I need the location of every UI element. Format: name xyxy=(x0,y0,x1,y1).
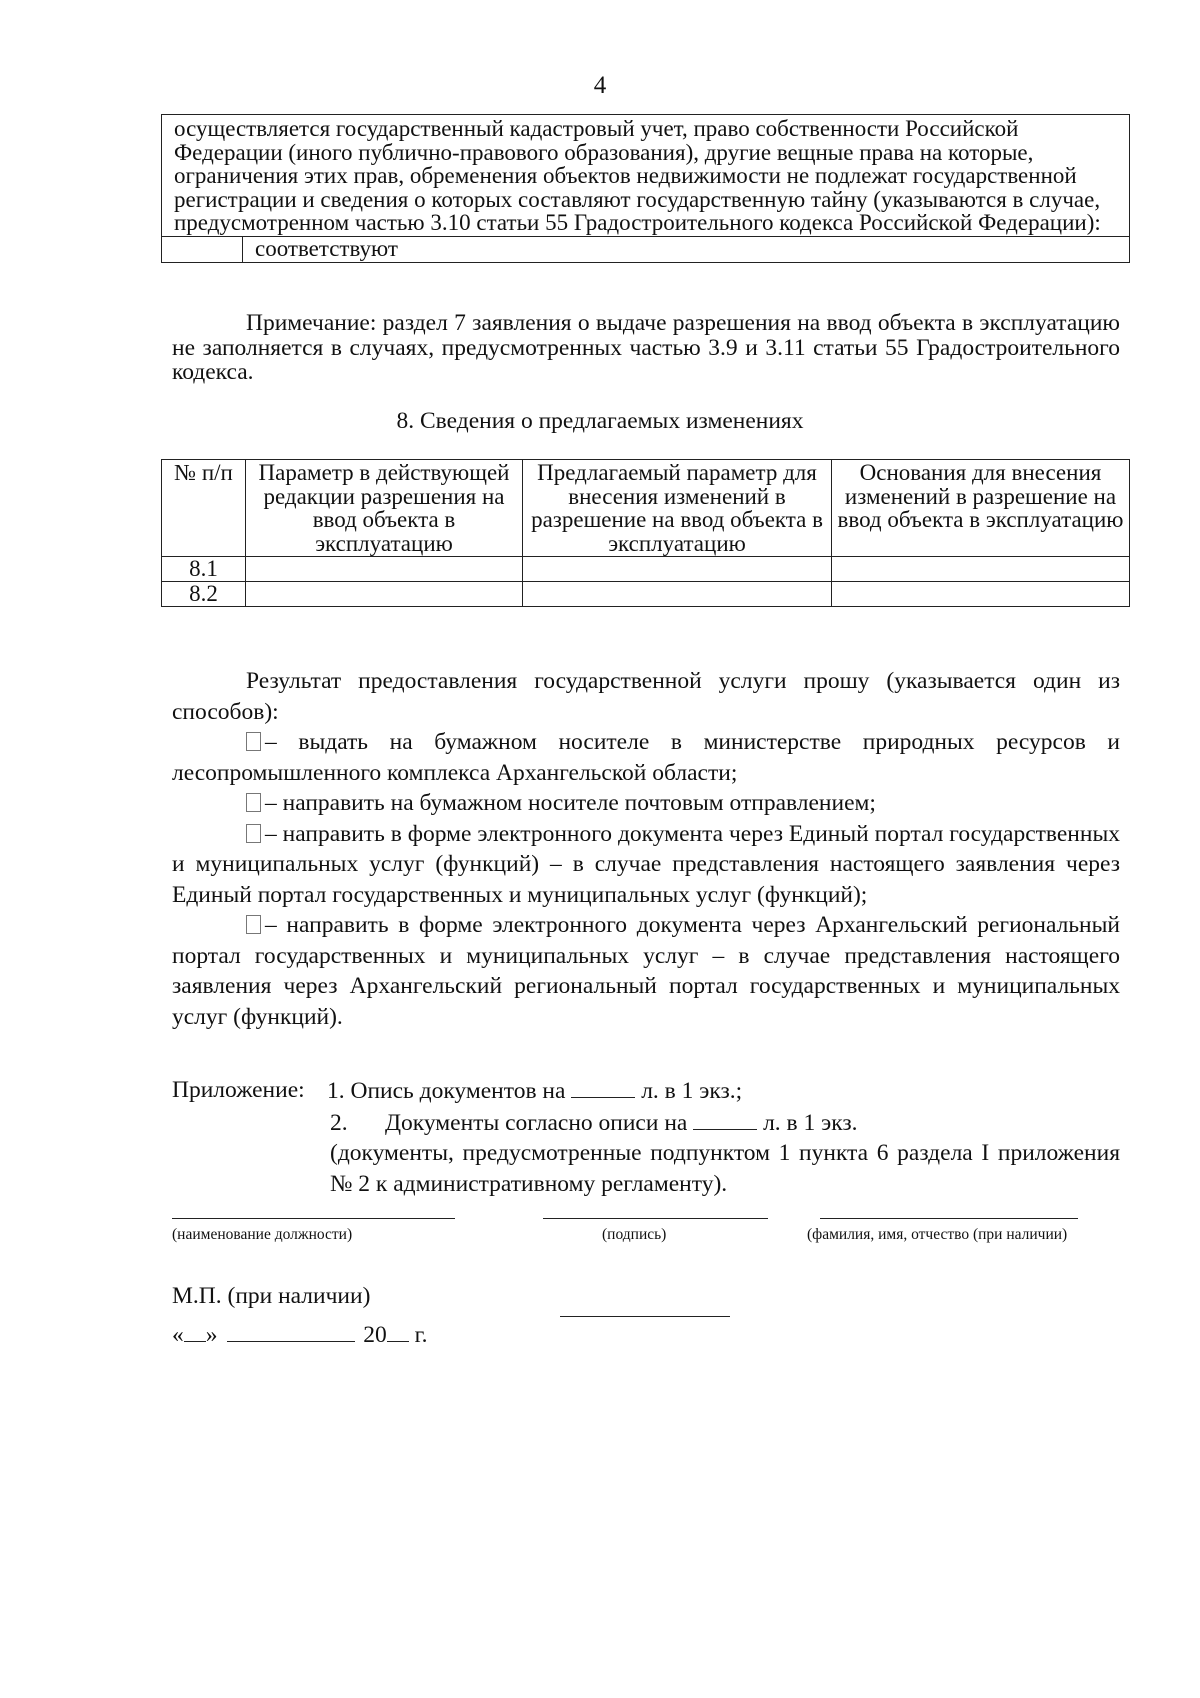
attachment-1-suffix: л. в 1 экз.; xyxy=(641,1078,743,1104)
signature-caption: (подпись) xyxy=(602,1226,667,1243)
header-proposed-param: Предлагаемый параметр для внесения изменений в разрешение на ввод объекта в эксплуатацию xyxy=(523,460,832,557)
result-option-federal-portal xyxy=(172,819,1120,911)
option-label: – выдать на бумажном носителе в министерстве природных ресурсов и лесопромышленного комплекса Архангельской области; xyxy=(172,729,1120,786)
note-paragraph: Примечание: раздел 7 заявления о выдаче разрешения на ввод объекта в эксплуатацию не заполняется в случаях, предусмотренных частью 3.9 и 3.11 статьи 55 Градостроительного кодекса. xyxy=(172,310,1120,385)
grounds-cell[interactable] xyxy=(832,557,1130,582)
proposed-param-cell[interactable] xyxy=(523,557,832,582)
date-open-quote: « xyxy=(172,1322,184,1348)
result-section xyxy=(172,666,1120,1032)
date-line xyxy=(172,1319,428,1349)
cadastre-value: соответствуют xyxy=(255,235,398,261)
attachment-1 xyxy=(172,1075,1120,1107)
attachment-2-pages-blank[interactable] xyxy=(693,1107,757,1130)
attachment-2 xyxy=(172,1107,1120,1139)
proposed-param-cell[interactable] xyxy=(523,582,832,607)
cadastre-table xyxy=(161,114,1130,263)
result-option-regional-portal xyxy=(172,910,1120,1032)
option-label: – направить в форме электронного документа через Единый портал государственных и муниципальных услуг (функций) – в случае представления настоящего заявления через Единый портал государственных и муниципальных услуг (функций); xyxy=(172,820,1120,908)
cadastre-empty-cell xyxy=(162,236,243,262)
day-blank[interactable] xyxy=(184,1319,206,1342)
attachment-2-number: 2. xyxy=(330,1109,348,1136)
result-option-mail xyxy=(172,788,1120,819)
attachment-2-text: Документы согласно описи на xyxy=(385,1109,688,1136)
checkbox-regional-portal[interactable] xyxy=(246,915,261,934)
year-prefix: 20 xyxy=(363,1322,387,1348)
result-intro: Результат предоставления государственной услуги прошу (указывается один из способов): xyxy=(172,668,1120,725)
position-caption: (наименование должности) xyxy=(172,1226,353,1243)
checkbox-federal-portal[interactable] xyxy=(246,824,261,843)
option-label: – направить в форме электронного документа через Архангельский региональный портал государственных и муниципальных услуг – в случае представления настоящего заявления через Архангельский региональный портал государственных и муниципальных услуг (функций). xyxy=(172,912,1120,1030)
attachment-1-pages-blank[interactable] xyxy=(571,1075,635,1098)
cadastre-text: осуществляется государственный кадастровый учет, право собственности Российской Федерации (иного публично-правового образования), другие вещные права на которые, ограничения этих прав, обременения объектов недвижимости не подлежат государственной регистрации и сведения о которых составляют государственную тайну (указываются в случае, предусмотренном частью 3.10 статьи 55 Градостроительного кодекса Российской Федерации): xyxy=(174,116,1101,235)
cadastre-text-cell xyxy=(162,115,1130,237)
stamp-label: М.П. (при наличии) xyxy=(172,1283,371,1309)
header-current-param: Параметр в действующей редакции разрешения на ввод объекта в эксплуатацию xyxy=(246,460,523,557)
attachment-1-text: Опись документов на xyxy=(350,1078,566,1104)
date-close-quote: » xyxy=(205,1322,218,1348)
section-8-title: 8. Сведения о предлагаемых изменениях xyxy=(396,408,804,434)
page-number: 4 xyxy=(593,72,607,99)
grounds-cell[interactable] xyxy=(832,582,1130,607)
table-row xyxy=(162,557,1130,582)
changes-table-header xyxy=(162,460,1130,557)
year-suffix: г. xyxy=(414,1322,428,1348)
header-num: № п/п xyxy=(162,460,246,557)
end-divider xyxy=(560,1316,730,1317)
table-row xyxy=(162,582,1130,607)
option-label: – направить на бумажном носителе почтовым отправлением; xyxy=(265,790,876,816)
current-param-cell[interactable] xyxy=(246,582,523,607)
row-number: 8.1 xyxy=(162,557,246,582)
changes-table xyxy=(161,459,1130,607)
cadastre-value-cell xyxy=(243,236,1130,262)
current-param-cell[interactable] xyxy=(246,557,523,582)
attachment-1-number: 1. xyxy=(327,1078,345,1104)
header-grounds: Основания для внесения изменений в разрешение на ввод объекта в эксплуатацию xyxy=(832,460,1130,557)
attachments-section xyxy=(172,1075,1120,1199)
signature-line[interactable] xyxy=(543,1218,768,1219)
result-option-paper xyxy=(172,727,1120,788)
checkbox-mail[interactable] xyxy=(246,793,261,812)
name-caption: (фамилия, имя, отчество (при наличии) xyxy=(807,1226,1068,1243)
name-signature-line[interactable] xyxy=(820,1218,1078,1219)
year-blank[interactable] xyxy=(387,1319,409,1342)
row-number: 8.2 xyxy=(162,582,246,607)
position-signature-line[interactable] xyxy=(172,1218,455,1219)
attachment-note: (документы, предусмотренные подпунктом 1 пункта 6 раздела I приложения № 2 к административному регламенту). xyxy=(330,1140,1120,1197)
month-blank[interactable] xyxy=(227,1319,355,1342)
attachments-label: Приложение: xyxy=(172,1077,305,1103)
checkbox-paper[interactable] xyxy=(246,732,261,751)
attachment-2-suffix: л. в 1 экз. xyxy=(763,1109,858,1136)
